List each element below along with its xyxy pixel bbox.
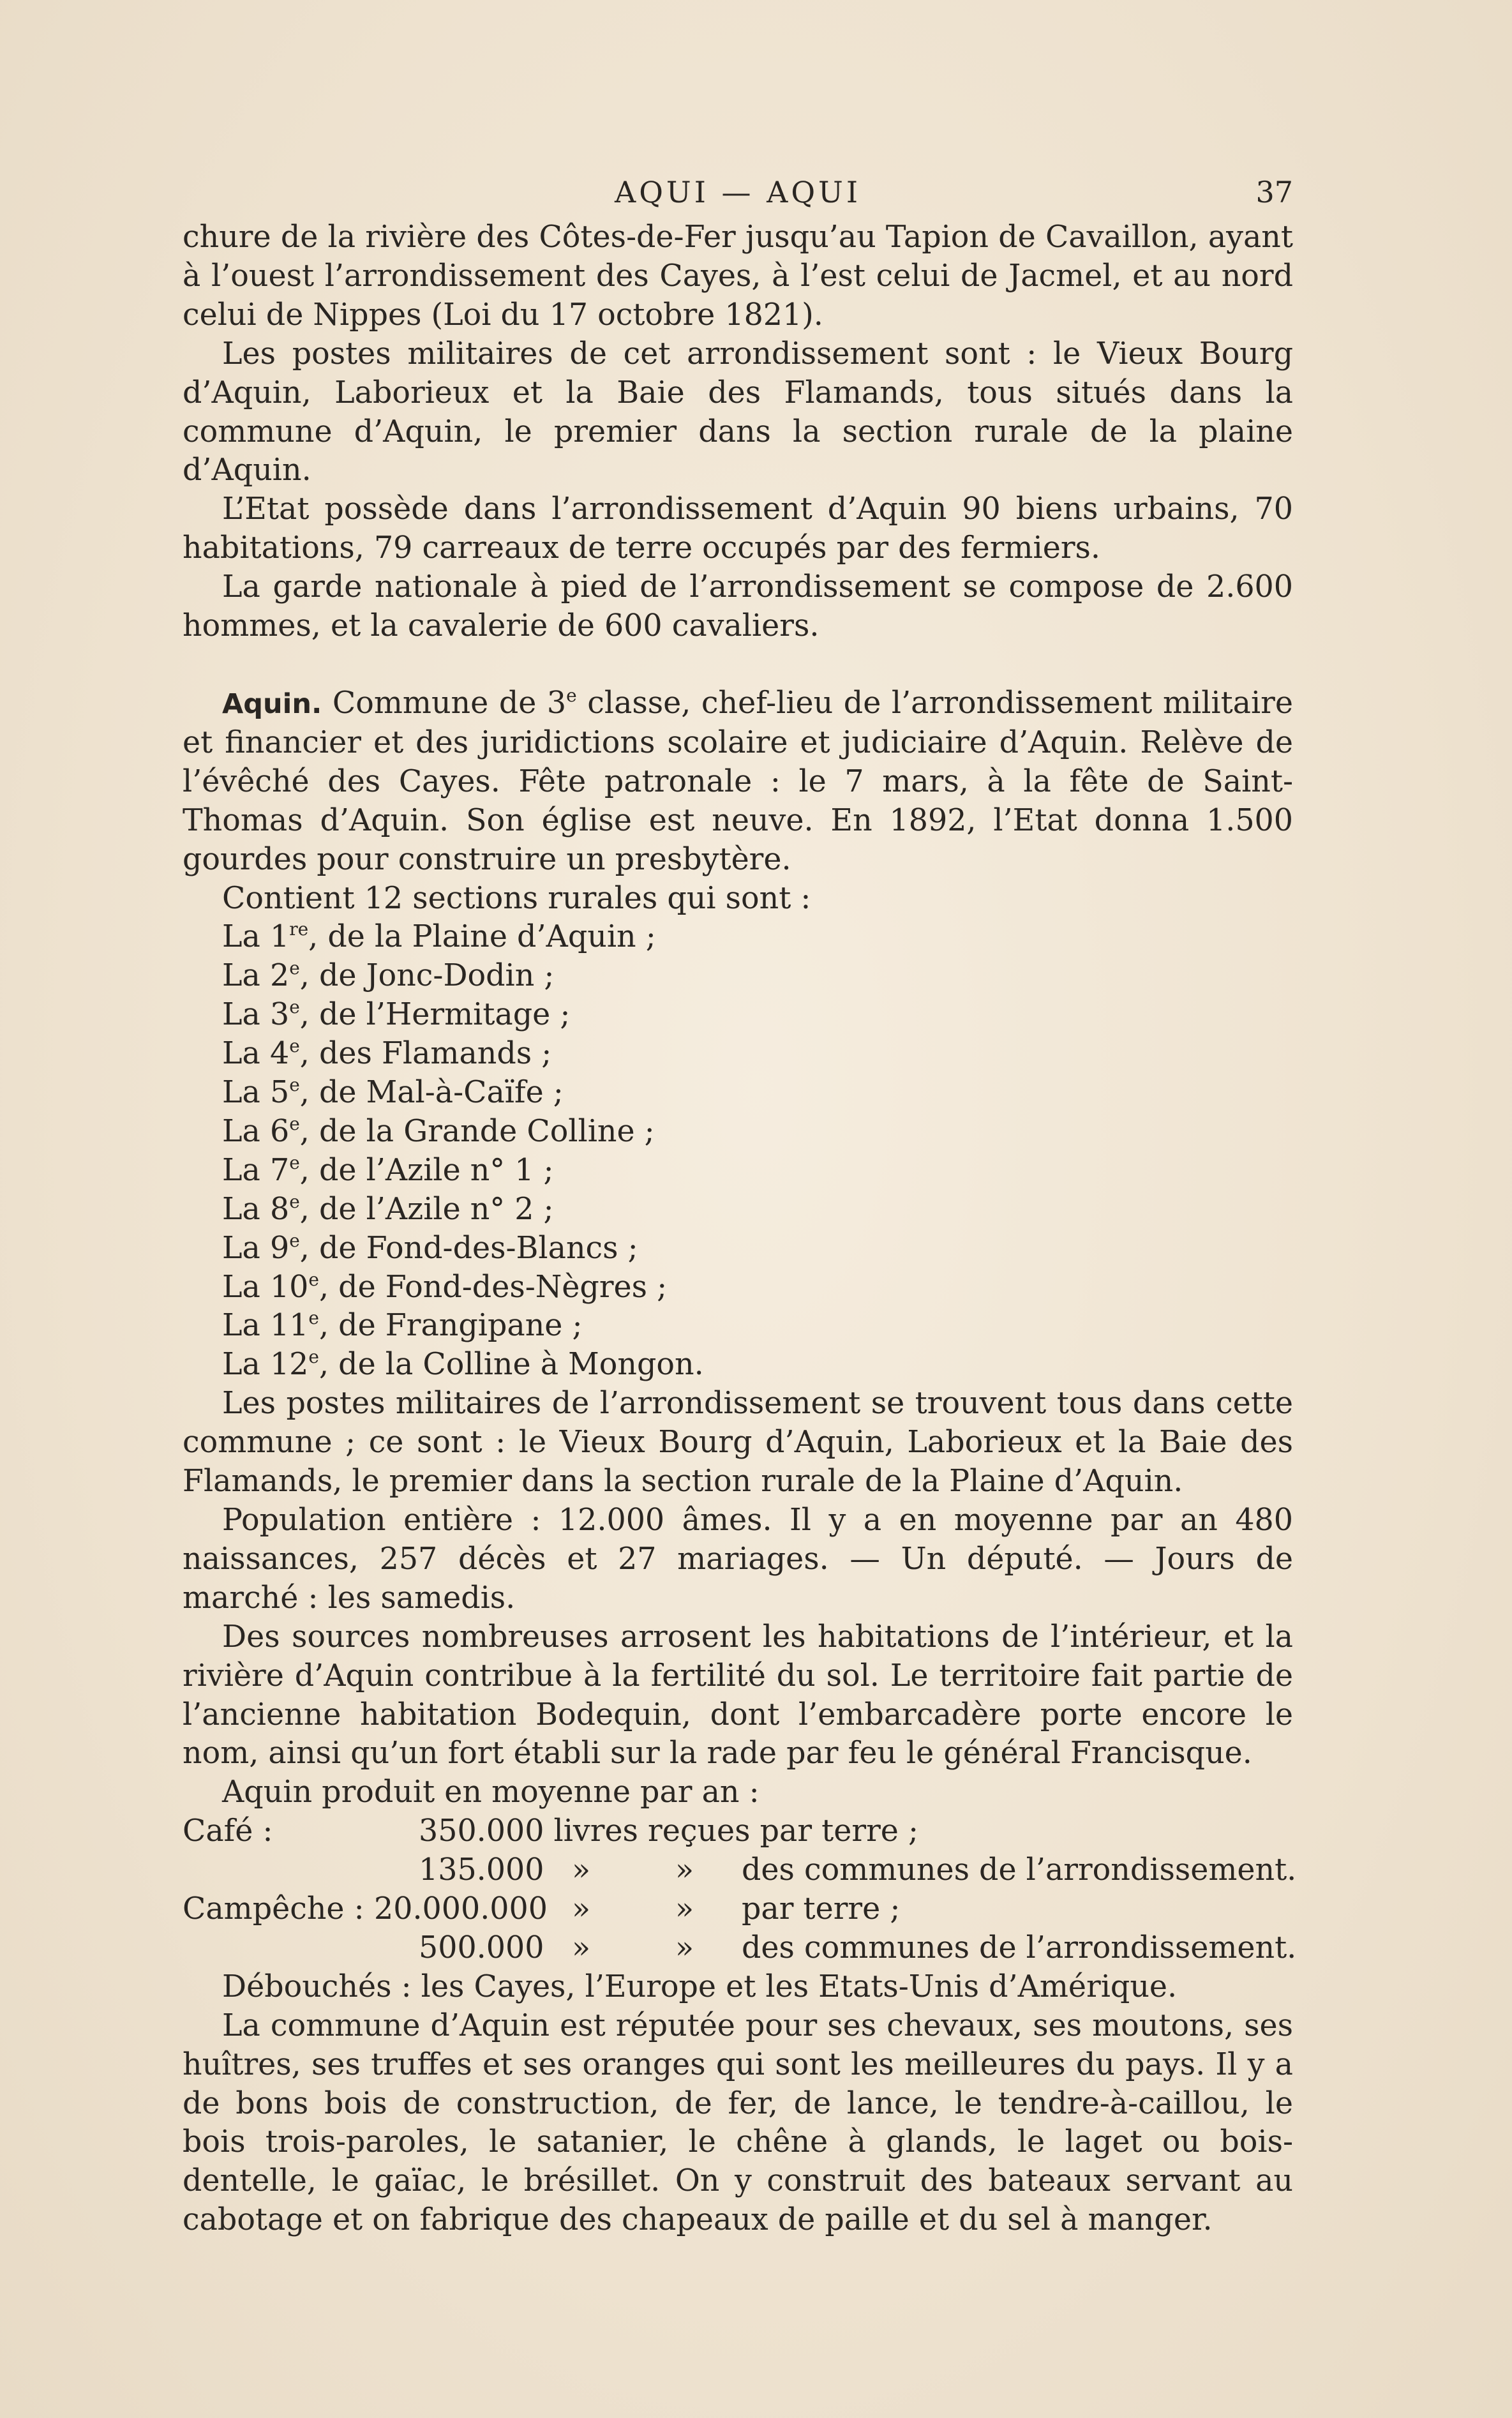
table-row: Campêche : 20.000.000 » » par terre ; [183, 1891, 901, 1927]
paragraph-state-property: L’Etat possède dans l’arrondissement d’Aquin 90 biens urbains, 70 habitations, 79 carreaux de terre occupés par des fermiers. [183, 492, 1293, 566]
section-gap [183, 646, 1293, 684]
entry-heading: Aquin. [222, 687, 322, 720]
paragraph-reputation: La commune d’Aquin est réputée pour ses chevaux, ses moutons, ses huîtres, ses truffes et ses oranges qui sont les meilleures du pays. Il y a de bons bois de construction, de fer, de lance, le tendre-à-caillou, le bois trois-paroles, le satanier, le chêne à glands, le laget ou bois-dentelle, le gaïac, le brésillet. On y construit des bateaux servant au cabotage et on fabrique des chapeaux de paille et du sel à manger. [183, 2008, 1293, 2238]
rural-sections-list [183, 918, 1293, 1385]
list-item: La 2e, de Jonc-Dodin ; [222, 957, 555, 994]
entry-sup: e [566, 684, 577, 706]
list-item: La 4e, des Flamands ; [222, 1035, 552, 1072]
list-item: La 9e, de Fond-des-Blancs ; [222, 1229, 638, 1266]
list-item: La 3e, de l’Hermitage ; [222, 996, 571, 1033]
table-row: 135.000 » » des communes de l’arrondissement. [419, 1852, 1297, 1888]
sections-intro: Contient 12 sections rurales qui sont : [222, 880, 811, 916]
paragraph-population: Population entière : 12.000 âmes. Il y a en moyenne par an 480 naissances, 257 décès et 27 mariages. — Un député. — Jours de marché : les samedis. [183, 1503, 1293, 1616]
running-title: AQUI — AQUI [615, 175, 861, 209]
list-item: La 1re, de la Plaine d’Aquin ; [222, 919, 656, 955]
table-row: 500.000 » » des communes de l’arrondissement. [419, 1930, 1297, 1965]
list-item: La 5e, de Mal-à-Caïfe ; [222, 1074, 564, 1111]
production-table [183, 1812, 1297, 1968]
paragraph-national-guard: La garde nationale à pied de l’arrondissement se compose de 2.600 hommes, et la cavalerie de 600 cavaliers. [183, 569, 1293, 644]
list-item: La 11e, de Frangipane ; [222, 1307, 583, 1344]
paragraph-commune-posts: Les postes militaires de l’arrondissement se trouvent tous dans cette commune ; ce sont : le Vieux Bourg d’Aquin, Laborieux et la Baie des Flamands, le premier dans la section rurale de la Plaine d’Aquin. [183, 1386, 1293, 1499]
list-item: La 6e, de la Grande Colline ; [222, 1113, 655, 1149]
running-head [183, 167, 1293, 218]
page-content [183, 167, 1297, 2240]
paragraph-outlets: Débouchés : les Cayes, l’Europe et les Etats-Unis d’Amérique. [222, 1969, 1178, 2004]
paragraph-military-posts: Les postes militaires de cet arrondissement sont : le Vieux Bourg d’Aquin, Laborieux et la Baie des Flamands, tous situés dans la commune d’Aquin, le premier dans la section rurale de la plaine d’Aquin. [183, 336, 1293, 488]
page-number: 37 [1255, 175, 1293, 209]
list-item: La 7e, de l’Azile n° 1 ; [222, 1152, 554, 1188]
entry-text-a: Commune de 3 [322, 685, 567, 721]
list-item: La 10e, de Fond-des-Nègres ; [222, 1268, 668, 1305]
list-item: La 12e, de la Colline à Mongon. [222, 1346, 704, 1383]
entry-text-b: classe, chef-lieu de l’arrondissement militaire et financier et des juridictions scolaire et judiciaire d’Aquin. Relève de l’évêché des Cayes. Fête patronale : le 7 mars, à la fête de Saint-Thomas d’Aquin. Son église est neuve. En 1892, l’Etat donna 1.500 gourdes pour construire un presbytère. [183, 685, 1293, 877]
paragraph-sources: Des sources nombreuses arrosent les habitations de l’intérieur, et la rivière d’Aquin contribue à la fertilité du sol. Le territoire fait partie de l’ancienne habitation Bodequin, dont l’embarcadère porte encore le nom, ainsi qu’un fort établi sur la rade par feu le général Francisque. [183, 1619, 1293, 1771]
table-row: Café : 350.000 livres reçues par terre ; [183, 1814, 918, 1849]
paragraph-continuation: chure de la rivière des Côtes-de-Fer jusqu’au Tapion de Cavaillon, ayant à l’ouest l’arrondissement des Cayes, à l’est celui de Jacmel, et au nord celui de Nippes (Loi du 17 octobre 1821). [183, 220, 1293, 333]
list-item: La 8e, de l’Azile n° 2 ; [222, 1190, 554, 1227]
paragraph-aquin-entry [183, 684, 1293, 880]
paragraph-production-intro: Aquin produit en moyenne par an : [222, 1775, 760, 1810]
